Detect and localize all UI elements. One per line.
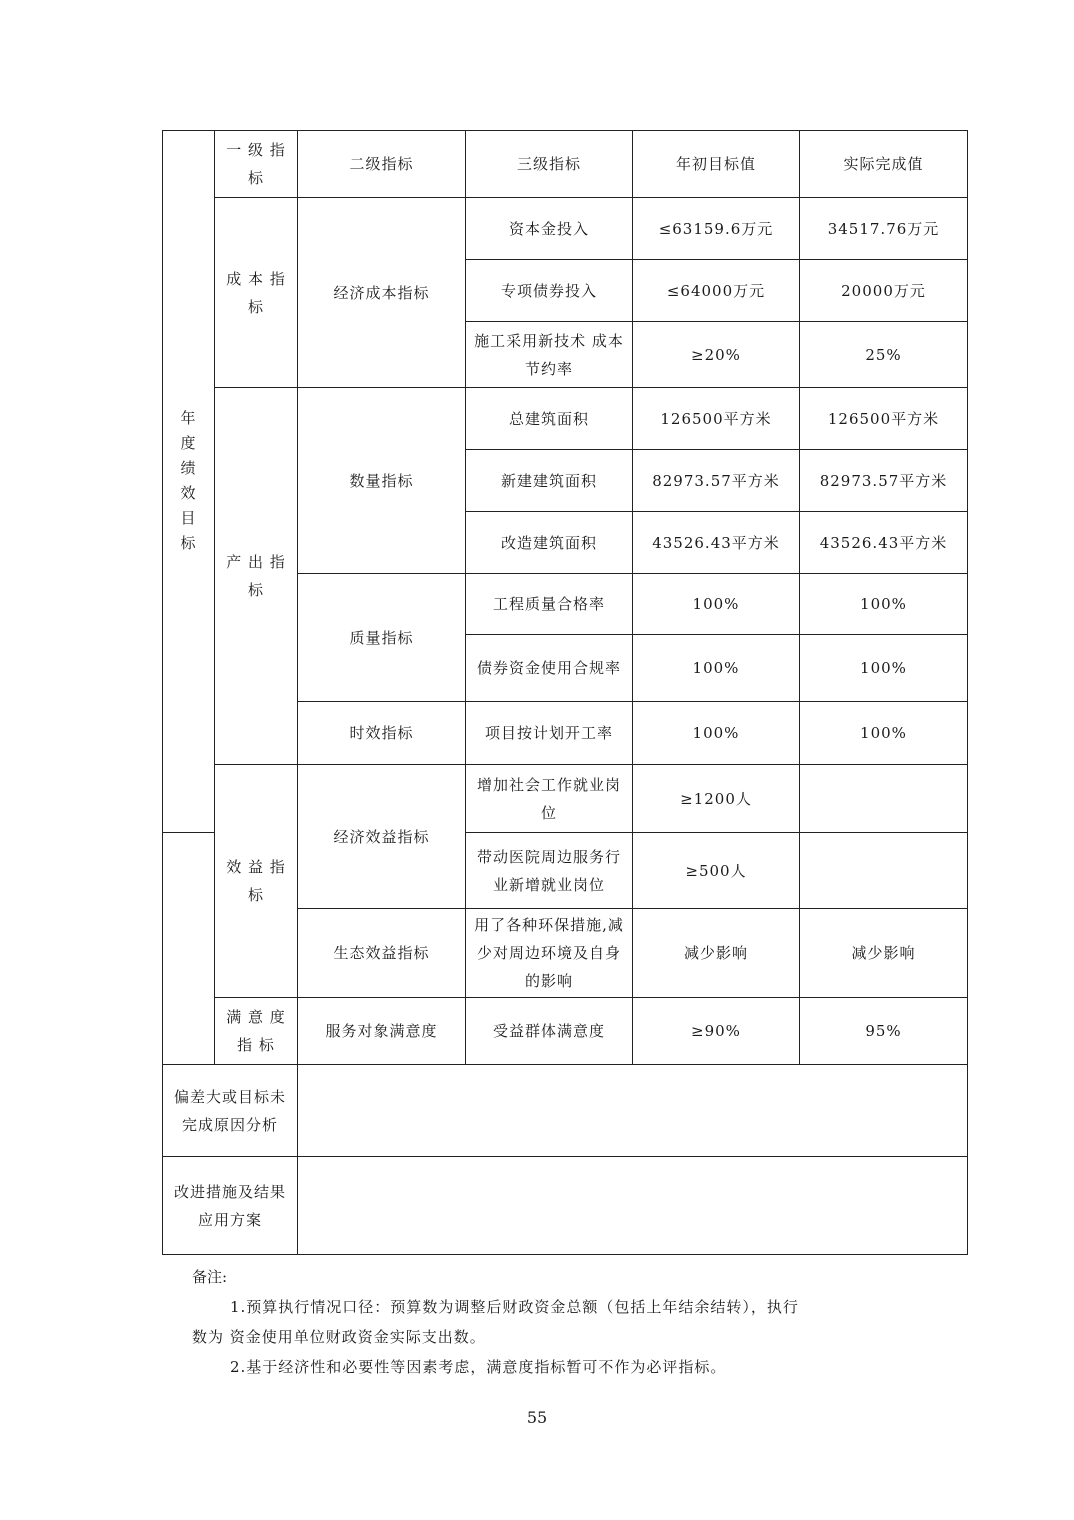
economic-row-actual [800,765,968,833]
cost-level2: 经济成本指标 [298,198,466,388]
quantity-row-target: 126500平方米 [633,388,800,450]
quantity-row-name: 改造建筑面积 [466,512,633,574]
improvement-label: 改进措施及结果应用方案 [163,1157,298,1255]
quality-row-name: 债券资金使用合规率 [466,635,633,702]
satisfaction-row-target: ≥90% [633,998,800,1065]
table-row [163,198,968,260]
quantity-row-target: 43526.43平方米 [633,512,800,574]
quality-level2: 质量指标 [298,574,466,702]
cost-level1: 成 本 指标 [215,198,298,388]
satisfaction-level1: 满 意 度 指 标 [215,998,298,1065]
cost-row-target: ≥20% [633,322,800,388]
ecological-row-name: 用了各种环保措施,减少对周边环境及自身的影响 [466,909,633,998]
note-item-2: 2.基于经济性和必要性等因素考虑，满意度指标暂可不作为必评指标。 [230,1358,727,1376]
cost-row-actual: 34517.76万元 [800,198,968,260]
quantity-level2: 数量指标 [298,388,466,574]
annual-goal-label: 年度绩效目标 [163,131,215,833]
timeliness-row-target: 100% [633,702,800,765]
economic-row-target: ≥500人 [633,833,800,909]
header-actual: 实际完成值 [800,131,968,198]
ecological-row-actual: 减少影响 [800,909,968,998]
satisfaction-row-name: 受益群体满意度 [466,998,633,1065]
cost-row-target: ≤63159.6万元 [633,198,800,260]
economic-row-name: 带动医院周边服务行业新增就业岗位 [466,833,633,909]
quality-row-actual: 100% [800,635,968,702]
cost-row-target: ≤64000万元 [633,260,800,322]
satisfaction-level2: 服务对象满意度 [298,998,466,1065]
improvement-value [298,1157,968,1255]
table-row [163,998,968,1065]
quality-row-name: 工程质量合格率 [466,574,633,635]
output-level1: 产 出 指标 [215,388,298,765]
header-row [163,131,968,198]
quality-row-actual: 100% [800,574,968,635]
cost-row-name: 资本金投入 [466,198,633,260]
quantity-row-actual: 126500平方米 [800,388,968,450]
note-item-1-continued: 数为 资金使用单位财政资金实际支出数。 [192,1328,486,1346]
timeliness-row-name: 项目按计划开工率 [466,702,633,765]
improvement-row [163,1157,968,1255]
note-item-1: 1.预算执行情况口径：预算数为调整后财政资金总额（包括上年结余结转），执行 [230,1298,799,1316]
header-level2: 二级指标 [298,131,466,198]
ecological-row-target: 减少影响 [633,909,800,998]
performance-table [162,130,968,1255]
quantity-row-name: 新建建筑面积 [466,450,633,512]
ecological-level2: 生态效益指标 [298,909,466,998]
deviation-row [163,1065,968,1157]
quantity-row-name: 总建筑面积 [466,388,633,450]
table-row [163,765,968,833]
deviation-label: 偏差大或目标未完成原因分析 [163,1065,298,1157]
economic-row-target: ≥1200人 [633,765,800,833]
notes-label: 备注: [192,1268,228,1286]
blank-left-cell [163,833,215,1065]
table-row [163,388,968,450]
quantity-row-target: 82973.57平方米 [633,450,800,512]
quality-row-target: 100% [633,574,800,635]
header-level3: 三级指标 [466,131,633,198]
economic-row-name: 增加社会工作就业岗位 [466,765,633,833]
cost-row-name: 施工采用新技术 成本节约率 [466,322,633,388]
economic-row-actual [800,833,968,909]
cost-row-name: 专项债券投入 [466,260,633,322]
quality-row-target: 100% [633,635,800,702]
quantity-row-actual: 43526.43平方米 [800,512,968,574]
economic-level2: 经济效益指标 [298,765,466,909]
deviation-value [298,1065,968,1157]
page-number: 55 [526,1408,548,1427]
timeliness-row-actual: 100% [800,702,968,765]
notes-section [192,1262,892,1382]
quantity-row-actual: 82973.57平方米 [800,450,968,512]
cost-row-actual: 25% [800,322,968,388]
satisfaction-row-actual: 95% [800,998,968,1065]
timeliness-level2: 时效指标 [298,702,466,765]
header-level1: 一 级 指标 [215,131,298,198]
header-target: 年初目标值 [633,131,800,198]
benefit-level1: 效 益 指标 [215,765,298,998]
cost-row-actual: 20000万元 [800,260,968,322]
